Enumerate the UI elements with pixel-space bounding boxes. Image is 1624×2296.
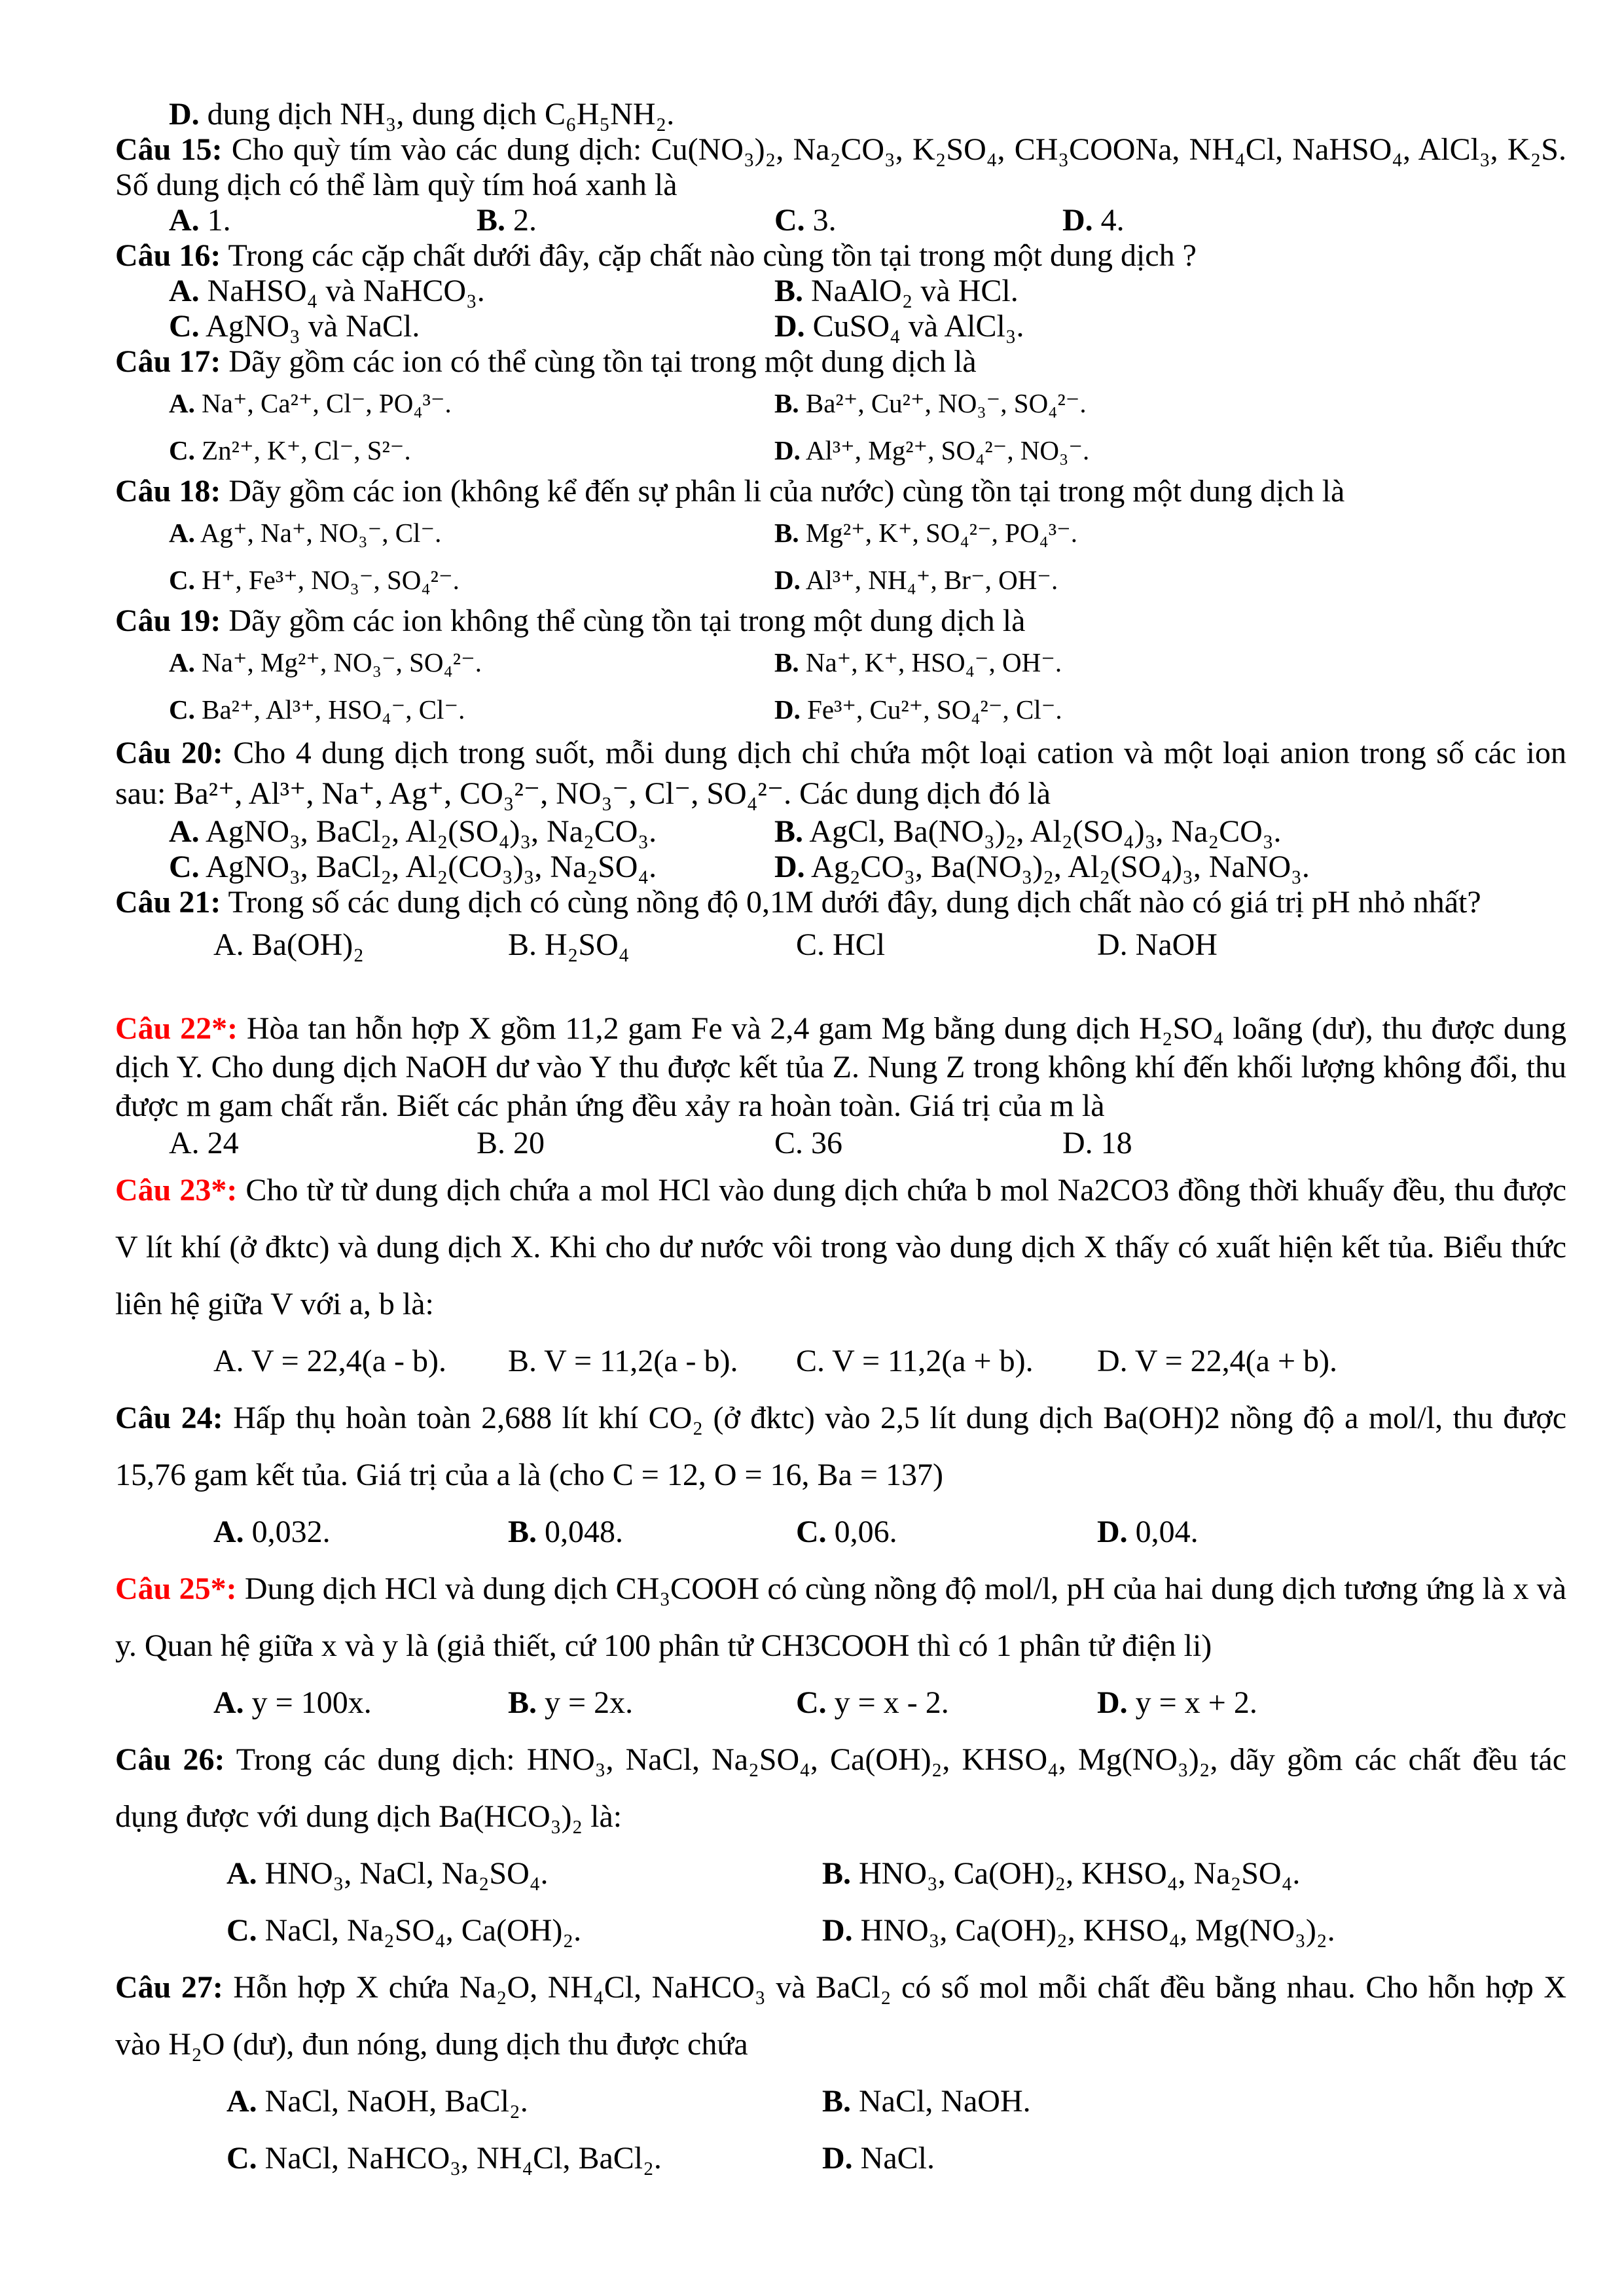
option-key: C. (169, 309, 200, 344)
option-key: B. (774, 647, 799, 677)
question-block-20 (115, 733, 1566, 885)
option-text: y = x - 2. (834, 1685, 949, 1720)
question-16-paragraph (115, 238, 1566, 274)
option-text: NaOH (1135, 927, 1218, 962)
option-16-d (774, 309, 1024, 344)
option-text: CuSO₄ và AlCl₃. (812, 309, 1024, 344)
option-text: 0,048. (545, 1515, 624, 1549)
question-23-text: Cho từ từ dung dịch chứa a mol HCl vào dung dịch chứa b mol Na2CO3 đồng thời khuấy đều, thu được V lít khí (ở đktc) và dung dịch X. Khi cho dư nước vôi trong vào dung dịch X thấy có xuất hiện kết tủa. Biểu thức liên hệ giữa V với a, b là: (115, 1173, 1567, 1321)
question-21-label: Câu 21: (115, 885, 221, 920)
option-21-a (213, 920, 508, 970)
option-27-c (226, 2130, 822, 2187)
option-text: HNO₃, Ca(OH)₂, KHSO₄, Na₂SO₄. (859, 1856, 1301, 1891)
question-15-text: Cho quỳ tím vào các dung dịch: Cu(NO₃)₂, Na₂CO₃, K₂SO₄, CH₃COONa, NH₄Cl, NaHSO₄, AlCl₃, K₂S. Số dung dịch có thể làm quỳ tím hoá xanh là (115, 132, 1567, 202)
option-text: NaCl, NaHCO₃, NH₄Cl, BaCl₂. (264, 2141, 662, 2176)
option-18-a (169, 509, 774, 556)
question-block-22 (115, 1009, 1566, 1162)
option-text: AgNO₃, BaCl₂, Al₂(SO₄)₃, Na₂CO₃. (206, 814, 657, 849)
option-23-a (213, 1333, 508, 1390)
question-19-text: Dãy gồm các ion không thể cùng tồn tại trong một dung dịch là (228, 603, 1026, 638)
question-21-paragraph (115, 885, 1566, 920)
option-key: A. (169, 388, 195, 418)
option-key: D. (774, 850, 805, 884)
option-key: B. (822, 2084, 852, 2119)
option-16-a (169, 274, 774, 309)
option-text: Fe³⁺, Cu²⁺, SO₄²⁻, Cl⁻. (807, 694, 1062, 725)
question-25-options (115, 1674, 1566, 1731)
option-key: A. (226, 2084, 257, 2119)
question-17-options-row-1 (115, 380, 1566, 427)
option-21-c (796, 920, 1097, 970)
question-18-text: Dãy gồm các ion (không kể đến sự phân li của nước) cùng tồn tại trong một dung dịch là (228, 474, 1345, 509)
option-text: Ag₂CO₃, Ba(NO₃)₂, Al₂(SO₄)₃, NaNO₃. (811, 850, 1310, 884)
question-23-paragraph (115, 1162, 1566, 1333)
option-key: B. (822, 1856, 852, 1891)
option-key: A. (213, 1515, 244, 1549)
option-27-a (226, 2073, 822, 2130)
option-key: B. (774, 814, 804, 849)
question-17-options-row-2 (115, 427, 1566, 474)
option-key: C. (774, 203, 805, 238)
option-key: B. (477, 1126, 506, 1160)
question-block-17 (115, 344, 1566, 474)
option-key: C. (169, 435, 195, 465)
question-15-options (115, 203, 1566, 238)
question-26-options-row-1 (115, 1845, 1566, 1902)
option-text: AgCl, Ba(NO₃)₂, Al₂(SO₄)₃, Na₂CO₃. (809, 814, 1282, 849)
option-text: NaCl. (860, 2141, 935, 2176)
question-block-16 (115, 238, 1566, 344)
question-26-options-row-2 (115, 1902, 1566, 1959)
question-20-options-row-2 (115, 850, 1566, 885)
option-key: D. (1097, 1515, 1128, 1549)
question-block-25 (115, 1560, 1566, 1731)
option-key: B. (508, 1515, 537, 1549)
option-21-b (508, 920, 796, 970)
question-21-text: Trong số các dung dịch có cùng nồng độ 0,1M dưới đây, dung dịch chất nào có giá trị pH nhỏ nhất? (228, 885, 1481, 920)
option-text: Mg²⁺, K⁺, SO₄²⁻, PO₄³⁻. (805, 518, 1078, 548)
question-17-text: Dãy gồm các ion có thể cùng tồn tại trong một dung dịch là (228, 344, 977, 379)
option-text: V = 11,2(a - b). (544, 1344, 738, 1378)
question-19-label: Câu 19: (115, 603, 221, 638)
option-text: Na⁺, K⁺, HSO₄⁻, OH⁻. (805, 647, 1062, 677)
option-text: 2. (513, 203, 537, 238)
option-key: C. (169, 694, 195, 725)
option-24-b (508, 1503, 796, 1560)
option-25-d (1097, 1674, 1257, 1731)
option-key: B. (774, 518, 799, 548)
question-22-options (115, 1125, 1566, 1162)
question-block-24 (115, 1390, 1566, 1560)
question-19-options-row-2 (115, 686, 1566, 733)
option-22-b (477, 1125, 774, 1162)
question-19-options-row-1 (115, 639, 1566, 686)
option-text: 3. (812, 203, 837, 238)
question-23-options (115, 1333, 1566, 1390)
option-text: Ba²⁺, Al³⁺, HSO₄⁻, Cl⁻. (202, 694, 465, 725)
question-17-paragraph (115, 344, 1566, 380)
option-key: A. (213, 1344, 244, 1378)
question-block-26 (115, 1731, 1566, 1959)
question-22-text: Hòa tan hỗn hợp X gồm 11,2 gam Fe và 2,4 gam Mg bằng dung dịch H₂SO₄ loãng (dư), thu được dung dịch Y. Cho dung dịch NaOH dư vào Y thu được kết tủa Z. Nung Z trong không khí đến khối lượng không đổi, thu được m gam chất rắn. Biết các phản ứng đều xảy ra hoàn toàn. Giá trị của m là (115, 1011, 1567, 1123)
question-block-23 (115, 1162, 1566, 1390)
option-text: Ag⁺, Na⁺, NO₃⁻, Cl⁻. (200, 518, 442, 548)
option-23-c (796, 1333, 1097, 1390)
option-text: y = x + 2. (1135, 1685, 1257, 1720)
option-27-d (822, 2130, 935, 2187)
question-24-text: Hấp thụ hoàn toàn 2,688 lít khí CO₂ (ở đktc) vào 2,5 lít dung dịch Ba(OH)2 nồng độ a mol/l, thu được 15,76 gam kết tủa. Giá trị của a là (cho C = 12, O = 16, Ba = 137) (115, 1401, 1567, 1492)
option-text: NaHSO₄ và NaHCO₃. (207, 274, 485, 308)
option-text: Al³⁺, Mg²⁺, SO₄²⁻, NO₃⁻. (805, 435, 1090, 465)
question-block-21 (115, 885, 1566, 970)
option-22-d (1062, 1125, 1132, 1162)
option-key: D. (1097, 1344, 1128, 1378)
question-18-label: Câu 18: (115, 474, 221, 509)
option-17-d (774, 427, 1089, 474)
question-22-label: Câu 22*: (115, 1011, 238, 1046)
question-19-paragraph (115, 603, 1566, 639)
option-24-d (1097, 1503, 1199, 1560)
question-27-text: Hỗn hợp X chứa Na₂O, NH₄Cl, NaHCO₃ và BaCl₂ có số mol mỗi chất đều bằng nhau. Cho hỗn hợp X vào H₂O (dư), đun nóng, dung dịch thu được chứa (115, 1970, 1567, 2062)
option-text: H⁺, Fe³⁺, NO₃⁻, SO₄²⁻. (202, 565, 460, 595)
option-26-d (822, 1902, 1335, 1959)
option-text: AgNO₃ và NaCl. (206, 309, 420, 344)
question-20-options-row-1 (115, 814, 1566, 850)
question-21-options (115, 920, 1566, 970)
option-key: D. (1062, 203, 1093, 238)
option-key: D. (1062, 1126, 1093, 1160)
option-24-a (213, 1503, 508, 1560)
option-26-a (226, 1845, 822, 1902)
option-text: Na⁺, Ca²⁺, Cl⁻, PO₄³⁻. (202, 388, 452, 418)
option-text: 0,032. (251, 1515, 331, 1549)
option-text: H₂SO₄ (545, 927, 630, 962)
option-text: HNO₃, NaCl, Na₂SO₄. (264, 1856, 549, 1891)
question-16-options-row-1 (115, 274, 1566, 309)
option-key: A. (169, 814, 200, 849)
question-18-options-row-2 (115, 556, 1566, 603)
question-26-paragraph (115, 1731, 1566, 1845)
question-27-options-row-1 (115, 2073, 1566, 2130)
question-block-27 (115, 1959, 1566, 2187)
option-key: D. (169, 97, 200, 132)
option-key: C. (774, 1126, 804, 1160)
option-key: D. (774, 694, 801, 725)
option-20-c (169, 850, 774, 885)
option-key: A. (213, 1685, 244, 1720)
option-text: NaCl, NaOH, BaCl₂. (264, 2084, 528, 2119)
option-text: 24 (207, 1126, 239, 1160)
carryover-option-d (169, 97, 774, 132)
option-25-c (796, 1674, 1097, 1731)
option-17-a (169, 380, 774, 427)
question-20-text: Cho 4 dung dịch trong suốt, mỗi dung dịch chỉ chứa một loại cation và một loại anion trong số các ion sau: Ba²⁺, Al³⁺, Na⁺, Ag⁺, CO₃²⁻, NO₃⁻, Cl⁻, SO₄²⁻. Các dung dịch đó là (115, 736, 1567, 811)
option-20-d (774, 850, 1310, 885)
option-key: D. (774, 435, 801, 465)
option-key: D. (822, 2141, 853, 2176)
option-text: AgNO₃, BaCl₂, Al₂(CO₃)₃, Na₂SO₄. (206, 850, 657, 884)
option-key: A. (169, 203, 200, 238)
option-15-a (169, 203, 477, 238)
option-text: 1. (207, 203, 231, 238)
option-key: D. (1097, 1685, 1128, 1720)
option-17-b (774, 380, 1087, 427)
option-21-d (1097, 920, 1218, 970)
option-key: A. (169, 274, 200, 308)
question-25-label: Câu 25*: (115, 1571, 237, 1606)
question-24-options (115, 1503, 1566, 1560)
option-key: B. (477, 203, 506, 238)
option-text: Ba(OH)₂ (251, 927, 365, 962)
option-key: B. (774, 388, 799, 418)
option-key: C. (796, 1344, 825, 1378)
option-key: A. (169, 1126, 200, 1160)
question-block-19 (115, 603, 1566, 733)
option-key: C. (169, 565, 195, 595)
question-25-text: Dung dịch HCl và dung dịch CH₃COOH có cùng nồng độ mol/l, pH của hai dung dịch tương ứng là x và y. Quan hệ giữa x và y là (giả thiết, cứ 100 phân tử CH3COOH thì có 1 phân tử điện li) (115, 1571, 1567, 1663)
option-key: A. (213, 927, 244, 962)
question-block-18 (115, 474, 1566, 603)
option-key: B. (774, 274, 804, 308)
option-text: V = 22,4(a - b). (251, 1344, 446, 1378)
question-20-paragraph (115, 733, 1566, 814)
option-15-b (477, 203, 774, 238)
option-text: 4. (1100, 203, 1125, 238)
option-27-b (822, 2073, 1031, 2130)
question-27-options-row-2 (115, 2130, 1566, 2187)
question-20-label: Câu 20: (115, 736, 223, 770)
question-18-options-row-1 (115, 509, 1566, 556)
question-23-label: Câu 23*: (115, 1173, 238, 1208)
option-17-c (169, 427, 774, 474)
option-key: D. (774, 565, 801, 595)
question-16-options-row-2 (115, 309, 1566, 344)
option-text: V = 11,2(a + b). (832, 1344, 1034, 1378)
option-text: HNO₃, Ca(OH)₂, KHSO₄, Mg(NO₃)₂. (860, 1913, 1335, 1948)
question-24-paragraph (115, 1390, 1566, 1503)
option-key: A. (226, 1856, 257, 1891)
option-key: D. (1097, 927, 1128, 962)
option-16-c (169, 309, 774, 344)
option-19-a (169, 639, 774, 686)
option-text: dung dịch NH₃, dung dịch C₆H₅NH₂. (207, 97, 675, 132)
option-25-a (213, 1674, 508, 1731)
option-key: C. (796, 1515, 827, 1549)
option-key: C. (796, 1685, 827, 1720)
option-text: 36 (811, 1126, 843, 1160)
option-key: A. (169, 647, 195, 677)
option-22-c (774, 1125, 1062, 1162)
option-text: Zn²⁺, K⁺, Cl⁻, S²⁻. (202, 435, 411, 465)
option-text: Al³⁺, NH₄⁺, Br⁻, OH⁻. (805, 565, 1058, 595)
option-24-c (796, 1503, 1097, 1560)
option-text: V = 22,4(a + b). (1134, 1344, 1338, 1378)
option-text: NaCl, NaOH. (859, 2084, 1031, 2119)
question-24-label: Câu 24: (115, 1401, 223, 1435)
option-20-b (774, 814, 1281, 850)
option-text: Ba²⁺, Cu²⁺, NO₃⁻, SO₄²⁻. (805, 388, 1087, 418)
option-15-c (774, 203, 1062, 238)
option-key: A. (169, 518, 195, 548)
carryover-option-row (115, 97, 1566, 132)
option-key: B. (508, 927, 537, 962)
question-25-paragraph (115, 1560, 1566, 1674)
question-15-label: Câu 15: (115, 132, 223, 167)
option-19-b (774, 639, 1062, 686)
option-23-b (508, 1333, 796, 1390)
option-key: B. (508, 1344, 537, 1378)
question-27-label: Câu 27: (115, 1970, 223, 2005)
option-text: HCl (833, 927, 886, 962)
option-18-c (169, 556, 774, 603)
option-text: NaAlO₂ và HCl. (811, 274, 1019, 308)
option-19-d (774, 686, 1062, 733)
option-26-c (226, 1902, 822, 1959)
option-key: D. (822, 1913, 853, 1948)
option-text: y = 2x. (545, 1685, 634, 1720)
question-block-15 (115, 132, 1566, 238)
option-15-d (1062, 203, 1125, 238)
question-22-paragraph (115, 1009, 1566, 1125)
question-27-paragraph (115, 1959, 1566, 2073)
question-16-text: Trong các cặp chất dưới đây, cặp chất nào cùng tồn tại trong một dung dịch ? (228, 238, 1197, 273)
option-19-c (169, 686, 774, 733)
option-key: D. (774, 309, 805, 344)
option-text: y = 100x. (251, 1685, 372, 1720)
question-15-paragraph (115, 132, 1566, 203)
question-17-label: Câu 17: (115, 344, 221, 379)
question-18-paragraph (115, 474, 1566, 509)
question-16-label: Câu 16: (115, 238, 221, 273)
question-26-label: Câu 26: (115, 1742, 225, 1777)
option-key: B. (508, 1685, 537, 1720)
option-20-a (169, 814, 774, 850)
option-text: 0,04. (1135, 1515, 1199, 1549)
option-18-d (774, 556, 1058, 603)
option-22-a (169, 1125, 477, 1162)
option-key: C. (226, 1913, 257, 1948)
option-key: C. (169, 850, 200, 884)
option-26-b (822, 1845, 1300, 1902)
option-text: 0,06. (834, 1515, 897, 1549)
option-text: Na⁺, Mg²⁺, NO₃⁻, SO₄²⁻. (202, 647, 482, 677)
option-23-d (1097, 1333, 1337, 1390)
option-25-b (508, 1674, 796, 1731)
option-text: 18 (1100, 1126, 1132, 1160)
option-text: 20 (513, 1126, 545, 1160)
option-key: C. (796, 927, 825, 962)
option-key: C. (226, 2141, 257, 2176)
option-text: NaCl, Na₂SO₄, Ca(OH)₂. (264, 1913, 582, 1948)
question-26-text: Trong các dung dịch: HNO₃, NaCl, Na₂SO₄, Ca(OH)₂, KHSO₄, Mg(NO₃)₂, dãy gồm các chất đều tác dụng được với dung dịch Ba(HCO₃)₂ là: (115, 1742, 1567, 1834)
option-16-b (774, 274, 1019, 309)
option-18-b (774, 509, 1077, 556)
